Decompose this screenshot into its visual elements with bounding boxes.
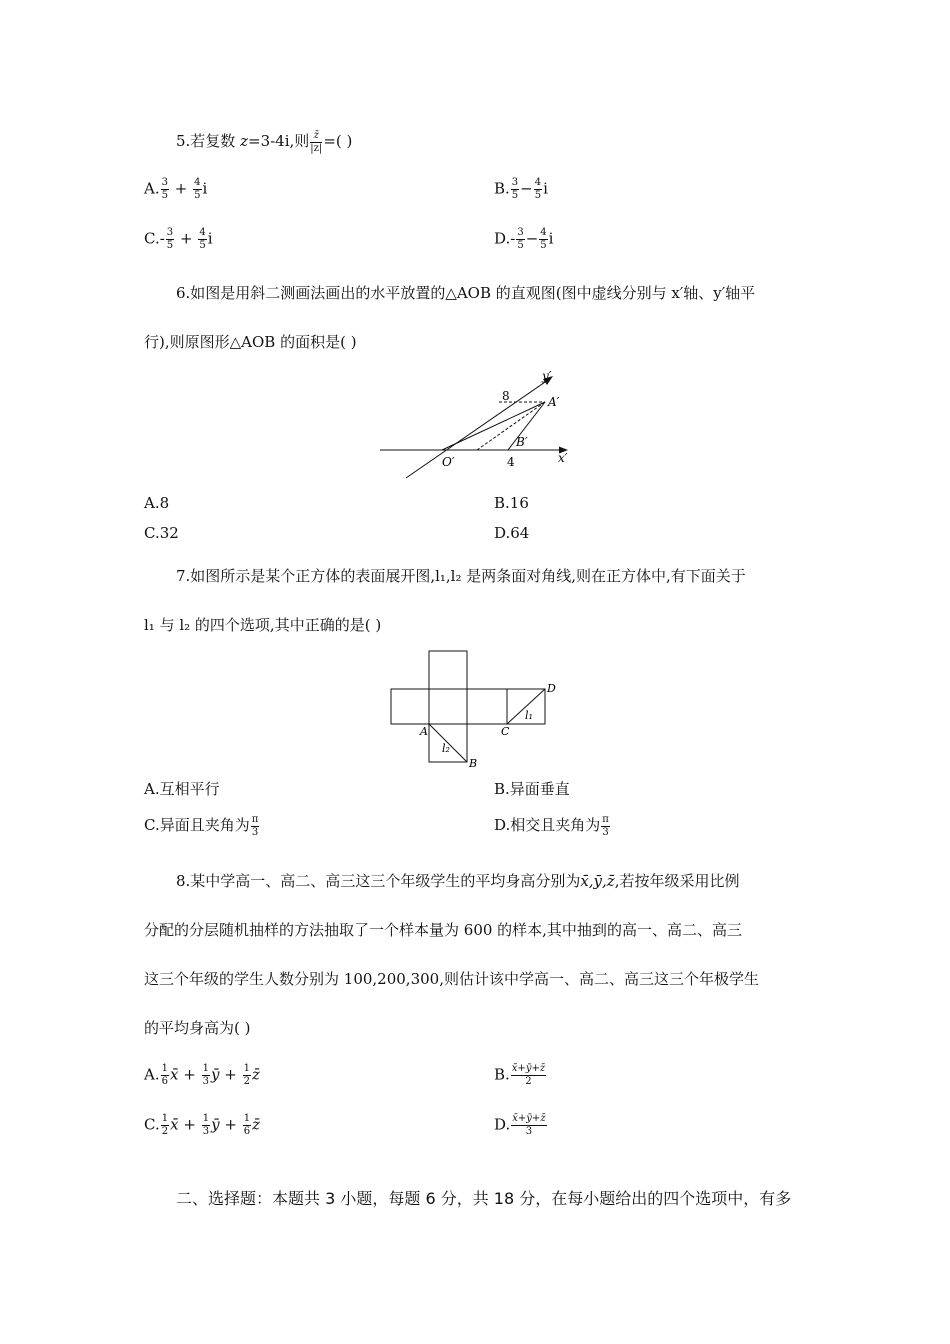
label-y-prime: y′	[542, 369, 552, 383]
q5-z-var: z	[240, 132, 248, 150]
q8-option-d[interactable]: D. $\frac{x̄+ȳ+z̄}{3}$	[494, 1113, 546, 1137]
net-face-top	[429, 651, 467, 689]
fraction: $\frac{x̄+ȳ+z̄}{2}$	[511, 1063, 546, 1087]
fraction: $\frac{3}{5}$	[511, 177, 519, 201]
q5-stem-prefix: 5.若复数	[176, 132, 241, 150]
label-d: D	[547, 682, 556, 695]
fraction: $\frac{1}{3}$	[202, 1063, 209, 1087]
fraction: $\frac{1}{2}$	[161, 1113, 169, 1137]
q8-stem-line4: 的平均身高为( )	[144, 1019, 251, 1037]
q5-stem-fraction: $\frac{z̄}{|z|}$	[310, 129, 323, 154]
fraction: $\frac{3}{5}$	[517, 227, 524, 251]
q7-option-b[interactable]: B.异面垂直	[494, 780, 570, 798]
q8-option-b[interactable]: B. $\frac{x̄+ȳ+z̄}{2}$	[494, 1063, 546, 1087]
q8-option-c[interactable]: C. $\frac{1}{2}$ x̄ + $\frac{1}{3}$ ȳ + $\frac{1}{6}$ z̄	[144, 1113, 260, 1137]
label-l2: l₂	[442, 742, 450, 755]
q6-option-c[interactable]: C.32	[144, 524, 179, 542]
q8-option-a[interactable]: A. $\frac{1}{6}$ x̄ + $\frac{1}{3}$ ȳ + $\frac{1}{2}$ z̄	[144, 1063, 260, 1087]
q6-figure	[376, 368, 576, 484]
q5-eq-value: =3-4i,则	[248, 132, 310, 150]
fraction: $\frac{1}{3}$	[202, 1113, 210, 1137]
fraction: $\frac{4}{5}$	[199, 227, 206, 251]
q5-option-b[interactable]: B. $\frac{3}{5}$ − $\frac{4}{5}$ i	[494, 177, 548, 201]
label-b-prime: B′	[516, 435, 528, 449]
q7-stem-line1: 7.如图所示是某个正方体的表面展开图,l₁,l₂ 是两条面对角线,则在正方体中,有下面关于	[176, 567, 746, 585]
q8-stem-line1: 8.某中学高一、高二、高三这三个年级学生的平均身高分别为x̄,ȳ,z̄,若按年级采用比例	[176, 872, 740, 890]
y-axis-line	[406, 380, 548, 478]
net-face-left	[391, 689, 429, 724]
label-8: 8	[502, 389, 510, 403]
q5-option-c[interactable]: C.- $\frac{3}{5}$ + $\frac{4}{5}$ i	[144, 227, 213, 251]
q6-option-a[interactable]: A.8	[144, 494, 170, 512]
q7-stem-line2: l₁ 与 l₂ 的四个选项,其中正确的是( )	[144, 616, 382, 634]
fraction: $\frac{4}{5}$	[194, 177, 201, 201]
net-face-right	[467, 689, 507, 724]
label-l1: l₁	[525, 709, 533, 722]
pi-over-3-fraction: $\frac{\pi}{3}$	[602, 813, 609, 838]
label-a-prime: A′	[548, 395, 560, 409]
fraction: $\frac{x̄+ȳ+z̄}{3}$	[512, 1113, 546, 1137]
fraction: $\frac{3}{5}$	[166, 227, 174, 251]
label-4: 4	[507, 455, 515, 469]
q5-option-a[interactable]: A. $\frac{3}{5}$ + $\frac{4}{5}$ i	[144, 177, 208, 201]
q5-stem	[176, 130, 352, 154]
q7-option-c[interactable]: C.异面且夹角为 $\frac{\pi}{3}$	[144, 813, 259, 838]
q5-option-d[interactable]: D.- $\frac{3}{5}$ − $\frac{4}{5}$ i	[494, 227, 554, 251]
label-c: C	[501, 725, 510, 738]
fraction: $\frac{4}{5}$	[534, 177, 542, 201]
q6-stem-line1: 6.如图是用斜二测画法画出的水平放置的△AOB 的直观图(图中虚线分别与 x′轴、y′轴平	[176, 284, 756, 302]
fraction: $\frac{4}{5}$	[540, 227, 547, 251]
q6-stem-line2: 行),则原图形△AOB 的面积是( )	[144, 333, 357, 351]
net-face-center	[429, 689, 467, 724]
q6-option-d[interactable]: D.64	[494, 524, 530, 542]
q7-option-d[interactable]: D.相交且夹角为 $\frac{\pi}{3}$	[494, 813, 609, 838]
dashed-parallel-y	[477, 402, 545, 450]
label-x-prime: x′	[558, 451, 568, 465]
q8-stem-line3: 这三个年级的学生人数分别为 100,200,300,则估计该中学高一、高二、高三这三个年极学生	[144, 970, 759, 988]
q7-option-a[interactable]: A.互相平行	[144, 780, 220, 798]
fraction: $\frac{1}{6}$	[243, 1113, 251, 1137]
label-o-prime: O′	[442, 455, 455, 469]
q5-stem-suffix: =( )	[323, 132, 353, 150]
label-a: A	[420, 725, 428, 738]
pi-over-3-fraction: $\frac{\pi}{3}$	[251, 813, 259, 838]
label-b: B	[469, 757, 478, 770]
section-heading: 二、选择题：本题共 3 小题，每题 6 分，共 18 分，在每小题给出的四个选项中，有多	[176, 1189, 792, 1208]
q8-stem-line2: 分配的分层随机抽样的方法抽取了一个样本量为 600 的样本,其中抽到的高一、高二、高三	[144, 921, 742, 939]
fraction: $\frac{1}{6}$	[161, 1063, 168, 1087]
q6-option-b[interactable]: B.16	[494, 494, 529, 512]
side-o-a	[442, 402, 545, 450]
q7-figure	[386, 646, 566, 774]
fraction: $\frac{3}{5}$	[161, 177, 168, 201]
fraction: $\frac{1}{2}$	[243, 1063, 250, 1087]
